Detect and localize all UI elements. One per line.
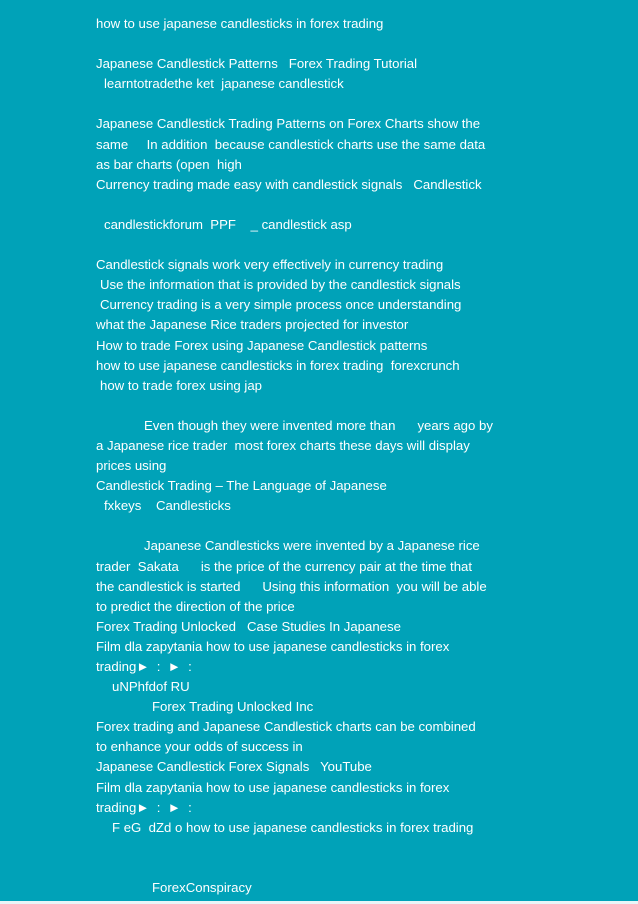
text-line: Japanese Candlestick Trading Patterns on Forex Charts show the (96, 116, 481, 132)
text-line: trading► : ► : (96, 659, 192, 674)
text-line: Even though they were invented more than years ago by (144, 417, 493, 433)
blank-line (96, 396, 536, 416)
text-line: Japanese Candlestick Patterns Forex Trading Tutorial (96, 56, 418, 72)
text-line: what the Japanese Rice traders projected for investor (96, 317, 409, 333)
text-line: Film dla zapytania how to use japanese candlesticks in forex (96, 779, 450, 795)
text-line: Use the information that is provided by the candlestick signals (100, 277, 461, 293)
text-line: how to use japanese candlesticks in forex trading forexcrunch (96, 357, 460, 373)
text-line: the candlestick is started Using this information you will be able (96, 578, 487, 594)
text-line: F eG dZd o how to use japanese candlesticks in forex trading (112, 819, 474, 835)
blank-line (96, 195, 536, 215)
text-line: How to trade Forex using Japanese Candlestick patterns (96, 337, 428, 353)
text-line: Japanese Candlestick Forex Signals YouTube (96, 759, 372, 775)
text-line: Currency trading is a very simple process once understanding (100, 297, 462, 313)
blank-line (96, 94, 536, 114)
text-line: a Japanese rice trader most forex charts these days will display (96, 437, 470, 453)
text-line: trading► : ► : (96, 799, 192, 815)
text-line: learntotradethe ket japanese candlestick (104, 76, 344, 92)
text-line: to enhance your odds of success in (96, 739, 303, 755)
text-line: prices using (96, 458, 167, 474)
text-line: same In addition because candlestick charts use the same data (96, 136, 486, 152)
text-line: fxkeys Candlesticks (104, 498, 231, 514)
blank-line (96, 235, 536, 255)
text-line: how to use japanese candlesticks in forex trading (96, 16, 384, 31)
text-line: Film dla zapytania how to use japanese candlesticks in forex (96, 638, 450, 654)
text-line: trader Sakata is the price of the currency pair at the time that (96, 558, 473, 574)
blank-line (96, 34, 536, 54)
blank-line (96, 516, 536, 536)
text-line: Currency trading made easy with candlestick signals Candlestick (96, 176, 482, 192)
text-line: Japanese Candlesticks were invented by a Japanese rice (144, 538, 480, 554)
text-line: as bar charts (open high (96, 156, 242, 172)
text-line: Candlestick Trading – The Language of Japanese (96, 478, 387, 494)
blank-line (96, 858, 536, 878)
text-line: Forex Trading Unlocked Inc (152, 699, 314, 715)
text-line: ForexConspiracy (152, 880, 252, 896)
text-line: how to trade forex using jap (100, 377, 263, 393)
text-line: to predict the direction of the price (96, 598, 295, 614)
text-line: candlestickforum PPF _ candlestick asp (104, 216, 352, 232)
text-line: Forex trading and Japanese Candlestick charts can be combined (96, 719, 476, 735)
text-line: uNPhfdof RU (112, 679, 190, 695)
blank-line (96, 838, 536, 858)
text-line: Forex Trading Unlocked Case Studies In Japanese (96, 618, 401, 634)
document-page (96, 14, 536, 898)
text-line: Candlestick signals work very effectively in currency trading (96, 257, 444, 273)
